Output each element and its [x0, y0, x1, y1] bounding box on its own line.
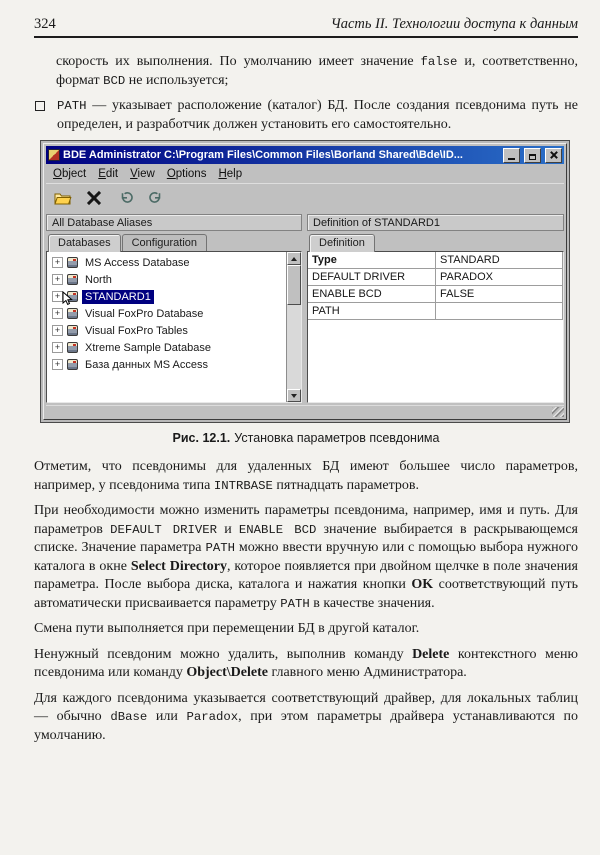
text-segment: соответствующий путь автоматически присваивается параметру [34, 577, 578, 611]
menu-bar [46, 164, 564, 183]
text-segment: в качестве значения. [309, 595, 435, 611]
database-icon [67, 342, 78, 353]
scroll-down-button[interactable] [287, 389, 301, 402]
database-icon [67, 274, 78, 285]
text-segment: DEFAULT DRIVER [110, 522, 218, 537]
paragraph [34, 620, 578, 639]
tree-item[interactable] [47, 339, 286, 356]
tree-item-label: MS Access Database [85, 256, 190, 269]
tree-item[interactable] [47, 271, 286, 288]
scroll-thumb[interactable] [287, 265, 301, 305]
expand-icon[interactable]: + [52, 342, 63, 353]
text-segment: или [147, 709, 187, 724]
tree-item[interactable] [47, 288, 286, 305]
param-value[interactable]: STANDARD [436, 252, 563, 269]
text-segment: , которое появляется при двойном щелчке в поле значения параметра. После выбора диска, каталога и нажатия кнопки [34, 558, 578, 592]
text-segment: Для каждого псевдонима указывается соответствующий драйвер, для локальных таблиц — обычно [34, 690, 578, 724]
text-segment: PATH [205, 541, 235, 555]
param-value[interactable] [436, 303, 563, 320]
menu-object[interactable]: Object [53, 167, 87, 180]
app-icon [48, 149, 60, 161]
text-segment: — указывает расположение (каталог) БД. После создания псевдонима путь не определен, и разработчик должен установить его самостоятельно. [57, 98, 578, 132]
running-title: Часть II. Технологии доступа к данным [330, 16, 578, 32]
database-icon [67, 325, 78, 336]
text-segment: Delete [412, 646, 450, 662]
paragraph [34, 458, 578, 495]
text-segment: dBase [110, 710, 148, 724]
status-bar [46, 405, 564, 417]
close-button[interactable] [545, 148, 562, 163]
text-segment: значение выбирается в раскрывающемся списке. Значение параметра [34, 521, 578, 555]
menu-help[interactable]: Help [218, 167, 243, 180]
window-title: BDE Administrator C:\Program Files\Common Files\Borland Shared\Bde\ID... [63, 149, 463, 161]
right-tabs [307, 233, 564, 251]
param-value[interactable]: PARADOX [436, 269, 563, 286]
delete-alias-button[interactable] [81, 187, 107, 209]
header-rule [34, 36, 578, 38]
tree-item-label: STANDARD1 [82, 290, 154, 304]
text-segment: ENABLE BCD [238, 522, 317, 537]
arrow-down-icon [291, 394, 297, 398]
expand-icon[interactable]: + [52, 274, 63, 285]
text-segment: и, соответственно, формат [56, 54, 578, 88]
text-segment: скорость их выполнения. По умолчанию имеет значение [56, 54, 421, 69]
maximize-icon [529, 154, 536, 160]
text-segment: Отметим, что псевдонимы для удаленных БД имеют большее число параметров, например, у псевдонима типа [34, 459, 578, 493]
menu-options[interactable]: Options [166, 167, 207, 180]
text-segment: контекстного меню псевдонима или команду [34, 646, 578, 680]
figure-screenshot [40, 140, 570, 423]
scroll-up-button[interactable] [287, 252, 301, 265]
tree-item-label: North [85, 273, 112, 286]
close-icon [546, 149, 561, 162]
text-segment: , при этом параметры драйвера устанавливаются по умолчанию. [34, 709, 578, 743]
tree-item-label: Visual FoxPro Tables [85, 324, 188, 337]
caption-text: Установка параметров псевдонима [234, 431, 440, 445]
tree-item[interactable] [47, 322, 286, 339]
left-panel-header: All Database Aliases [46, 214, 302, 231]
tree-item[interactable] [47, 305, 286, 322]
intro-block [34, 53, 578, 134]
aliases-pane [46, 233, 302, 403]
definition-pane [307, 233, 564, 403]
tab-definition[interactable]: Definition [309, 234, 375, 252]
figure-label: Рис. 12.1. [172, 431, 231, 445]
square-bullet-icon [35, 101, 45, 111]
list-item [34, 97, 578, 134]
text-segment: INTRBASE [213, 478, 273, 493]
delete-x-icon [86, 190, 102, 206]
undo-arrow-icon [118, 191, 133, 205]
text-segment: пятнадцать параметров. [272, 477, 420, 493]
param-name: PATH [308, 303, 436, 320]
paragraph [34, 502, 578, 613]
text-segment: и [217, 521, 239, 537]
bullet-paragraph [57, 97, 578, 134]
arrow-up-icon [291, 257, 297, 261]
bde-administrator-window [43, 143, 567, 420]
scrollbar[interactable] [286, 252, 301, 402]
paragraph-continuation [56, 53, 578, 90]
param-name: DEFAULT DRIVER [308, 269, 436, 286]
tree-item-label: Xtreme Sample Database [85, 341, 211, 354]
open-folder-icon [54, 192, 72, 205]
text-segment: При необходимости можно изменить параметры псевдонима, например, имя и путь. Для параметров [34, 503, 578, 537]
text-segment: BCD [103, 73, 126, 88]
text-segment: Object\Delete [186, 665, 268, 680]
expand-icon[interactable]: + [52, 308, 63, 319]
text-segment: PATH [57, 99, 87, 113]
panes [46, 233, 564, 403]
paragraph [34, 646, 578, 683]
text-segment: главного меню Администратора. [267, 665, 467, 680]
expand-icon[interactable]: + [52, 291, 63, 302]
alias-list [46, 251, 302, 403]
param-value[interactable]: FALSE [436, 286, 563, 303]
database-icon [67, 359, 78, 370]
menu-view[interactable]: View [130, 167, 155, 180]
redo-button[interactable] [143, 187, 169, 209]
page-number: 324 [34, 16, 56, 32]
text-segment: PATH [280, 596, 310, 611]
left-tabs [46, 233, 302, 251]
tab-databases[interactable]: Databases [48, 234, 121, 252]
figure-caption [34, 431, 578, 445]
expand-icon[interactable]: + [52, 325, 63, 336]
text-segment: Смена пути выполняется при перемещении БД в другой каталог. [34, 621, 420, 636]
main-text [34, 458, 578, 745]
text-segment: можно ввести вручную или с помощью выбора нужного каталога в окне [34, 540, 579, 574]
right-panel-header: Definition of STANDARD1 [307, 214, 564, 231]
tree-item[interactable] [47, 356, 286, 373]
minimize-button[interactable] [503, 148, 520, 163]
page-header [34, 16, 578, 33]
resize-grip[interactable] [552, 407, 564, 417]
expand-icon[interactable]: + [52, 257, 63, 268]
alias-tree[interactable] [47, 252, 286, 402]
param-name: ENABLE BCD [308, 286, 436, 303]
database-icon [67, 257, 78, 268]
maximize-button[interactable] [524, 148, 541, 163]
paragraph [34, 690, 578, 746]
menu-edit[interactable]: Edit [98, 167, 119, 180]
database-icon [67, 308, 78, 319]
redo-arrow-icon [149, 191, 164, 205]
text-segment: Ненужный псевдоним можно удалить, выполнив команду [34, 646, 413, 662]
panel-headers [46, 214, 564, 231]
tree-item-label: Visual FoxPro Database [85, 307, 204, 320]
text-segment: OK [411, 577, 434, 592]
mouse-cursor-icon [62, 291, 73, 306]
tree-item[interactable] [47, 254, 286, 271]
text-segment: Select Directory [130, 558, 227, 574]
scroll-track[interactable] [287, 265, 301, 389]
undo-button[interactable] [112, 187, 138, 209]
window-titlebar[interactable] [46, 146, 564, 164]
text-segment: false [420, 55, 458, 69]
text-segment: Paradox [186, 710, 239, 724]
toolbar [46, 183, 564, 212]
text-segment: не используется; [125, 72, 229, 88]
expand-icon[interactable]: + [52, 359, 63, 370]
open-button[interactable] [50, 187, 76, 209]
tree-item-label: База данных MS Access [85, 358, 208, 371]
definition-table [307, 251, 564, 403]
tab-configuration[interactable]: Configuration [122, 234, 207, 251]
param-name: Type [308, 252, 436, 269]
minimize-icon [508, 158, 515, 160]
